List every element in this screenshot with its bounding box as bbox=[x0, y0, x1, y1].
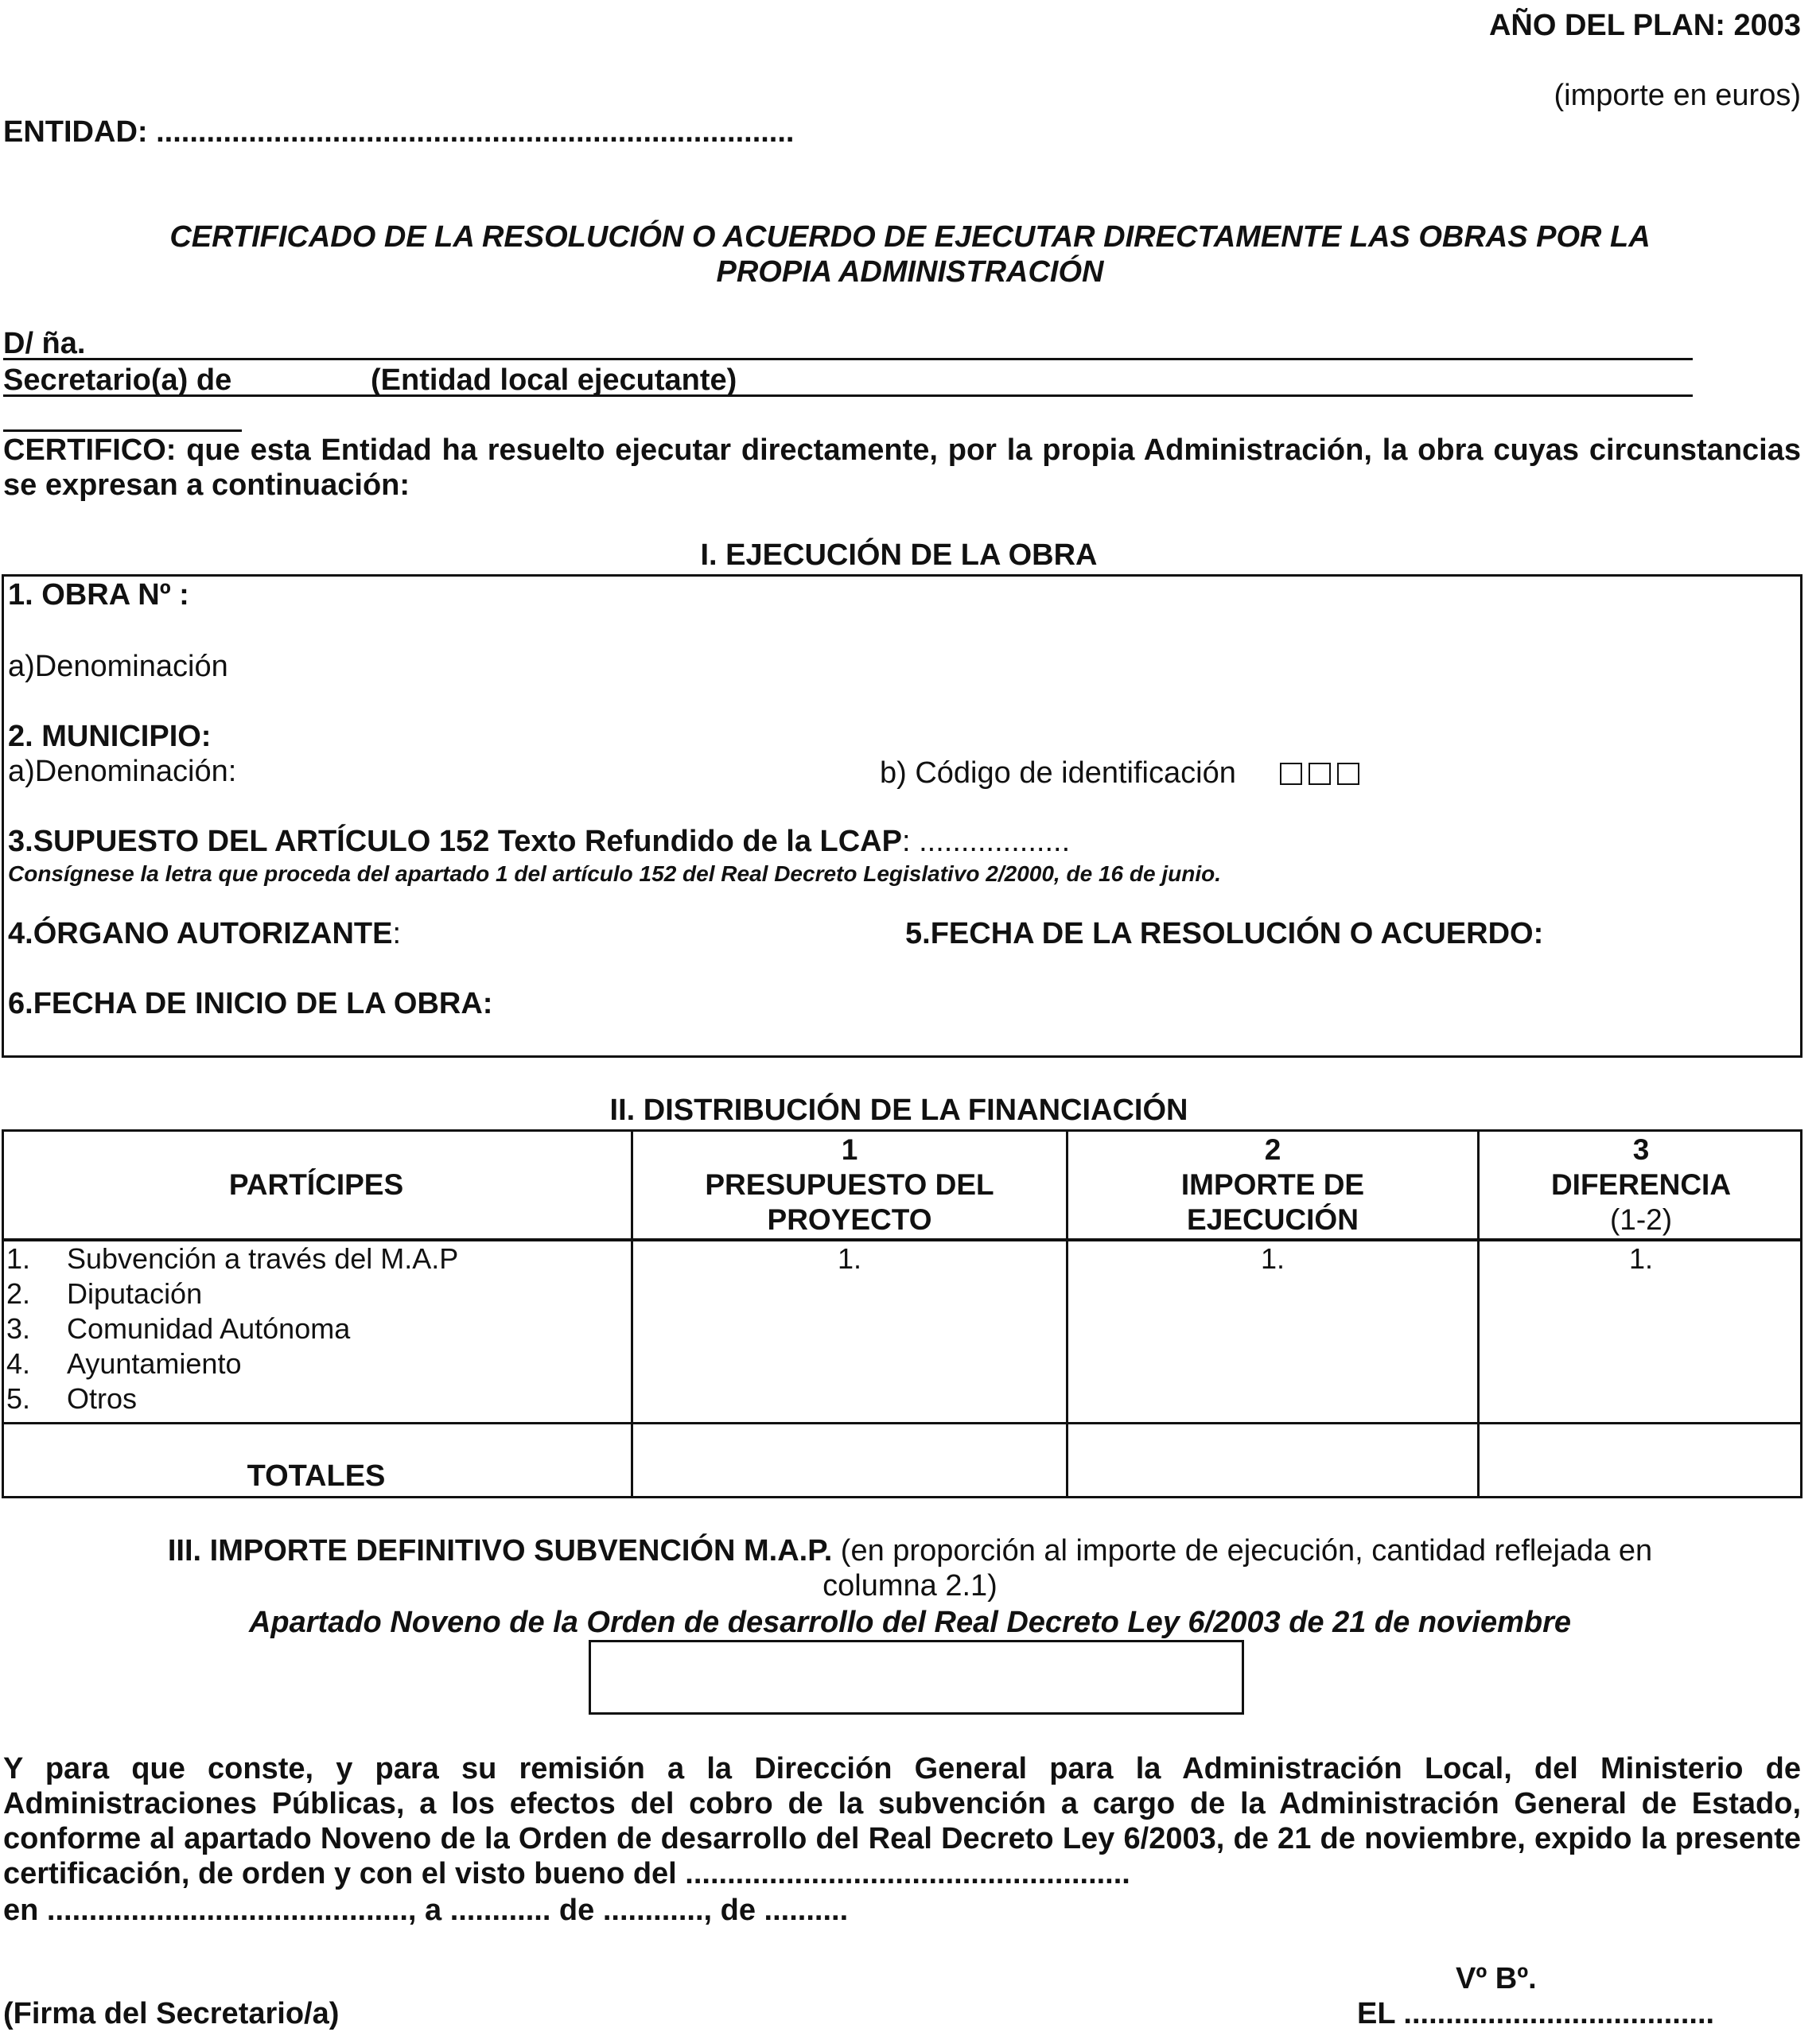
row-label: Subvención a través del M.A.P bbox=[67, 1242, 459, 1275]
header-participes-text: PARTÍCIPES bbox=[228, 1168, 404, 1201]
municipio-denominacion-label: a)Denominación: bbox=[8, 755, 237, 788]
header-col1-line2: PROYECTO bbox=[767, 1203, 932, 1236]
row-label: Diputación bbox=[67, 1277, 203, 1310]
col3-value: 1. bbox=[1628, 1242, 1654, 1275]
header-col2-number: 2 bbox=[1264, 1133, 1281, 1166]
header-col2-line2: EJECUCIÓN bbox=[1187, 1203, 1359, 1236]
organo-colon: : bbox=[392, 917, 402, 950]
name-underline bbox=[3, 358, 1693, 360]
row-number: 4. bbox=[6, 1347, 31, 1380]
date-line: en ..........................................., a ............ de ............, de .......... bbox=[3, 1894, 849, 1927]
plan-year: AÑO DEL PLAN: 2003 bbox=[1488, 9, 1801, 42]
section-3-heading bbox=[0, 1533, 1820, 1568]
col1-value: 1. bbox=[837, 1242, 862, 1275]
header-participes bbox=[2, 1168, 631, 1202]
header-col3-number: 3 bbox=[1632, 1133, 1650, 1166]
organo-label: 4.ÓRGANO AUTORIZANTE bbox=[8, 917, 393, 950]
header-col3-line1: DIFERENCIA bbox=[1550, 1168, 1732, 1201]
header-col1-number: 1 bbox=[841, 1133, 858, 1166]
document-title-line2: PROPIA ADMINISTRACIÓN bbox=[716, 255, 1104, 289]
row-number: 3. bbox=[6, 1312, 31, 1345]
row-number: 5. bbox=[6, 1382, 31, 1415]
name-label: D/ ña. bbox=[3, 327, 86, 360]
header-importe bbox=[1068, 1133, 1477, 1237]
totals-separator bbox=[2, 1422, 1802, 1424]
section-3-reference: Apartado Noveno de la Orden de desarrollo del Real Decreto Ley 6/2003 de 21 de noviembre bbox=[248, 1606, 1572, 1639]
table-row bbox=[6, 1312, 458, 1347]
role-label: Secretario(a) de bbox=[3, 363, 232, 397]
row-label: Ayuntamiento bbox=[67, 1347, 242, 1380]
supuesto-dots: : .................. bbox=[901, 825, 1071, 858]
currency-note: (importe en euros) bbox=[1554, 79, 1801, 112]
supuesto-label: 3.SUPUESTO DEL ARTÍCULO 152 Texto Refundido de la LCAP bbox=[8, 825, 902, 858]
header-col3-line2: (1-2) bbox=[1609, 1203, 1673, 1236]
document-title-line1: CERTIFICADO DE LA RESOLUCIÓN O ACUERDO DE EJECUTAR DIRECTAMENTE LAS OBRAS POR LA bbox=[169, 220, 1651, 254]
closing-paragraph: Y para que conste, y para su remisión a la Dirección General para la Administración Local, del Ministerio de Administraciones Públicas, a los efectos del cobro de la subvención a cargo de la Administración General de Estado, conforme al apartado Noveno de la Orden de desarrollo del Real Decreto Ley 6/2003, de 21 de noviembre, expido la presente certificación, de orden y con el visto bueno del ..................................................... bbox=[3, 1752, 1801, 1890]
section-3-heading-line2: columna 2.1) bbox=[822, 1569, 998, 1603]
header-diferencia bbox=[1480, 1133, 1802, 1237]
table-row bbox=[6, 1242, 458, 1277]
section-1-box bbox=[2, 574, 1802, 1058]
entity-field: ENTIDAD: ............................................................................ bbox=[3, 115, 795, 149]
table-row bbox=[6, 1347, 458, 1382]
header-col2-line1: IMPORTE DE bbox=[1180, 1168, 1365, 1201]
role-underline bbox=[3, 394, 1693, 397]
section-3-heading-rest: (en proporción al importe de ejecución, cantidad reflejada en bbox=[832, 1534, 1653, 1568]
table-row bbox=[6, 1382, 458, 1417]
fecha-inicio-label: 6.FECHA DE INICIO DE LA OBRA: bbox=[8, 987, 493, 1020]
header-col1-line1: PRESUPUESTO DEL bbox=[705, 1168, 994, 1201]
row-label: Comunidad Autónoma bbox=[67, 1312, 351, 1345]
header-presupuesto bbox=[633, 1133, 1066, 1237]
participant-list bbox=[6, 1242, 458, 1417]
code-box-3[interactable] bbox=[1337, 763, 1359, 785]
supuesto-line bbox=[8, 824, 1070, 859]
subsidy-amount-box[interactable] bbox=[589, 1640, 1244, 1715]
header-separator bbox=[2, 1238, 1802, 1241]
obra-label: 1. OBRA Nº : bbox=[8, 578, 189, 612]
totals-label: TOTALES bbox=[247, 1459, 386, 1493]
el-signature-label: EL ..................................... bbox=[1357, 1997, 1715, 2030]
fecha-resolucion-label: 5.FECHA DE LA RESOLUCIÓN O ACUERDO: bbox=[905, 917, 1544, 950]
codigo-identificacion bbox=[880, 756, 1359, 791]
short-underline bbox=[3, 429, 242, 432]
organo-line bbox=[8, 916, 401, 951]
section-1-heading: I. EJECUCIÓN DE LA OBRA bbox=[700, 538, 1098, 572]
secretario-signature-label: (Firma del Secretario/a) bbox=[3, 1997, 340, 2030]
code-box-2[interactable] bbox=[1309, 763, 1331, 785]
row-number: 1. bbox=[6, 1242, 31, 1275]
table-row bbox=[6, 1277, 458, 1312]
entity-label: (Entidad local ejecutante) bbox=[371, 363, 737, 397]
row-label: Otros bbox=[67, 1382, 138, 1415]
certifico-text: CERTIFICO: que esta Entidad ha resuelto ejecutar directamente, por la propia Administración, la obra cuyas circunstancias se expresan a continuación: bbox=[3, 433, 1801, 502]
vobo-label: Vº Bº. bbox=[1456, 1962, 1537, 1995]
section-3-heading-bold: III. IMPORTE DEFINITIVO SUBVENCIÓN M.A.P. bbox=[167, 1534, 833, 1568]
obra-denominacion-label: a)Denominación bbox=[8, 650, 228, 683]
supuesto-note: Consígnese la letra que proceda del apartado 1 del artículo 152 del Real Decreto Legislativo 2/2000, de 16 de junio. bbox=[8, 861, 1221, 886]
municipio-label: 2. MUNICIPIO: bbox=[8, 720, 212, 753]
section-2-heading: II. DISTRIBUCIÓN DE LA FINANCIACIÓN bbox=[609, 1094, 1188, 1127]
row-number: 2. bbox=[6, 1277, 31, 1310]
col2-value: 1. bbox=[1260, 1242, 1285, 1275]
code-box-1[interactable] bbox=[1280, 763, 1302, 785]
codigo-label: b) Código de identificación bbox=[880, 756, 1236, 790]
